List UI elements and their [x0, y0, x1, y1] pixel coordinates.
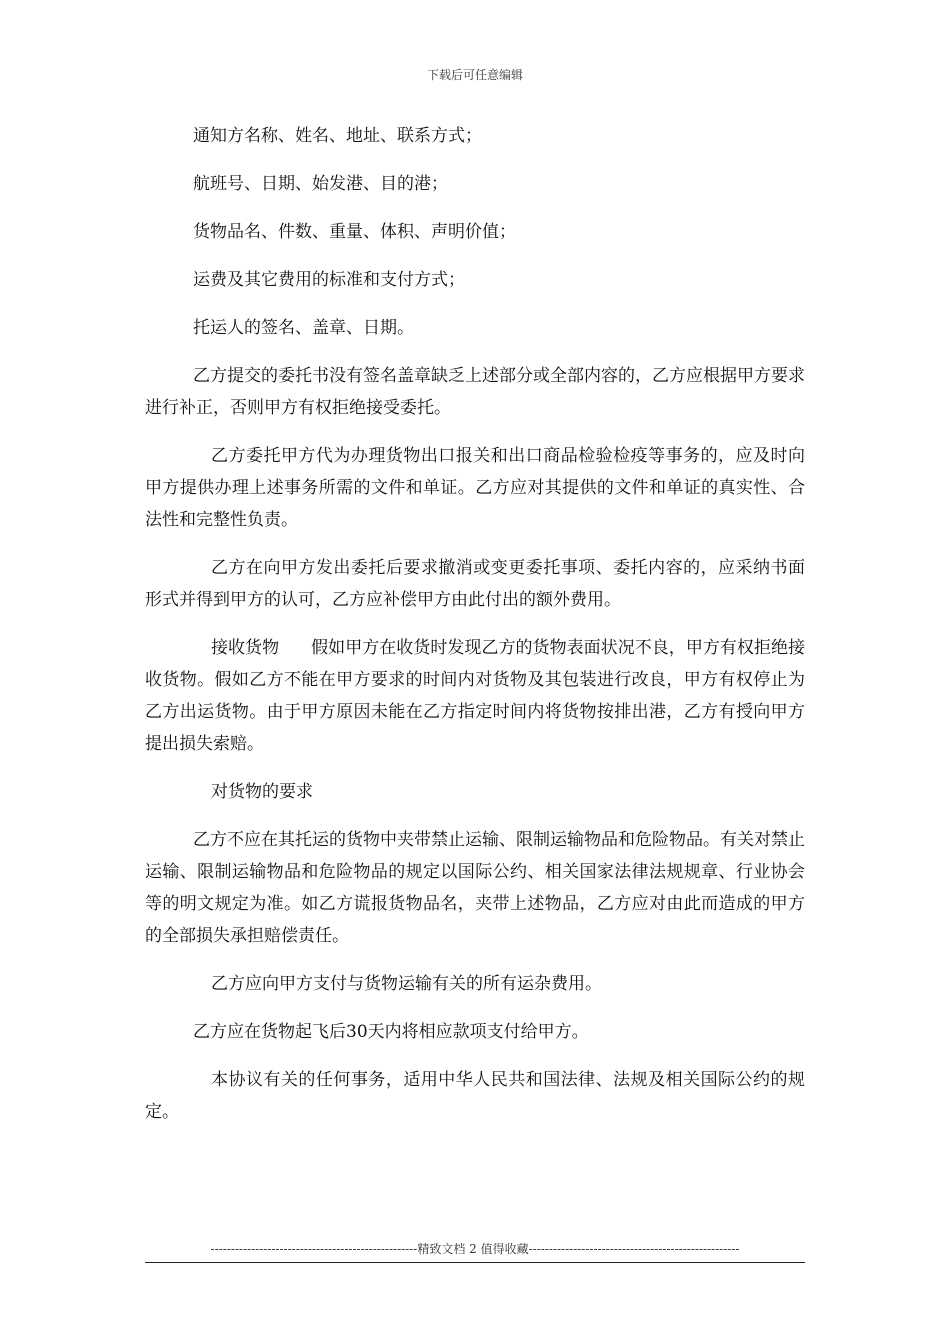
receive-goods-body: 假如甲方在收货时发现乙方的货物表面状况不良，甲方有权拒绝接收货物。假如乙方不能在甲方要求的时间内对货物及其包装进行改良，甲方有权停止为乙方出运货物。由于甲方原因未能在乙方指定时间内将货物按排出港，乙方有授向甲方提出损失索赔。 — [145, 638, 806, 754]
receive-goods-heading: 接收货物 — [211, 638, 280, 658]
paragraph-goods-info: 货物品名、件数、重量、体积、声明价值； — [193, 222, 516, 242]
paragraph-applicable-law: 本协议有关的任何事务，适用中华人民共和国法律、法规及相关国际公约的规定。 — [145, 1070, 805, 1122]
footer-divider — [145, 1262, 805, 1263]
paragraph-cancel-change: 乙方在向甲方发出委托后要求撤消或变更委托事项、委托内容的，应采纳书面形式并得到甲方的认可，乙方应补偿甲方由此付出的额外费用。 — [145, 558, 805, 610]
page-footer: ---------------------------------------------------精致文档 2 值得收藏---------------------------------------------------- — [210, 1242, 740, 1256]
paragraph-prohibited-goods: 乙方不应在其托运的货物中夹带禁止运输、限制运输物品和危险物品。有关对禁止运输、限制运输物品和危险物品的规定以国际公约、相关国家法律法规规章、行业协会等的明文规定为准。如乙方谎报货物品名，夹带上述物品，乙方应对由此而造成的甲方的全部损失承担赔偿责任。 — [145, 830, 805, 946]
paragraph-notify-party: 通知方名称、姓名、地址、联系方式； — [193, 126, 482, 146]
paragraph-flight-info: 航班号、日期、始发港、目的港； — [193, 174, 448, 194]
paragraph-receive-goods — [145, 632, 805, 760]
paragraph-shipper-signature: 托运人的签名、盖章、日期。 — [193, 318, 414, 338]
paragraph-goods-requirements-heading: 对货物的要求 — [211, 782, 313, 802]
paragraph-correction: 乙方提交的委托书没有签名盖章缺乏上述部分或全部内容的，乙方应根据甲方要求进行补正，否则甲方有权拒绝接受委托。 — [145, 366, 805, 418]
paragraph-freight-payment: 运费及其它费用的标准和支付方式； — [193, 270, 465, 290]
paragraph-customs: 乙方委托甲方代为办理货物出口报关和出口商品检验检疫等事务的，应及时向甲方提供办理上述事务所需的文件和单证。乙方应对其提供的文件和单证的真实性、合法性和完整性负责。 — [145, 446, 805, 530]
page-header: 下载后可任意编辑 — [426, 68, 523, 82]
document-body — [145, 120, 805, 1144]
paragraph-fees: 乙方应向甲方支付与货物运输有关的所有运杂费用。 — [211, 974, 602, 994]
paragraph-payment-term: 乙方应在货物起飞后30天内将相应款项支付给甲方。 — [193, 1022, 589, 1042]
